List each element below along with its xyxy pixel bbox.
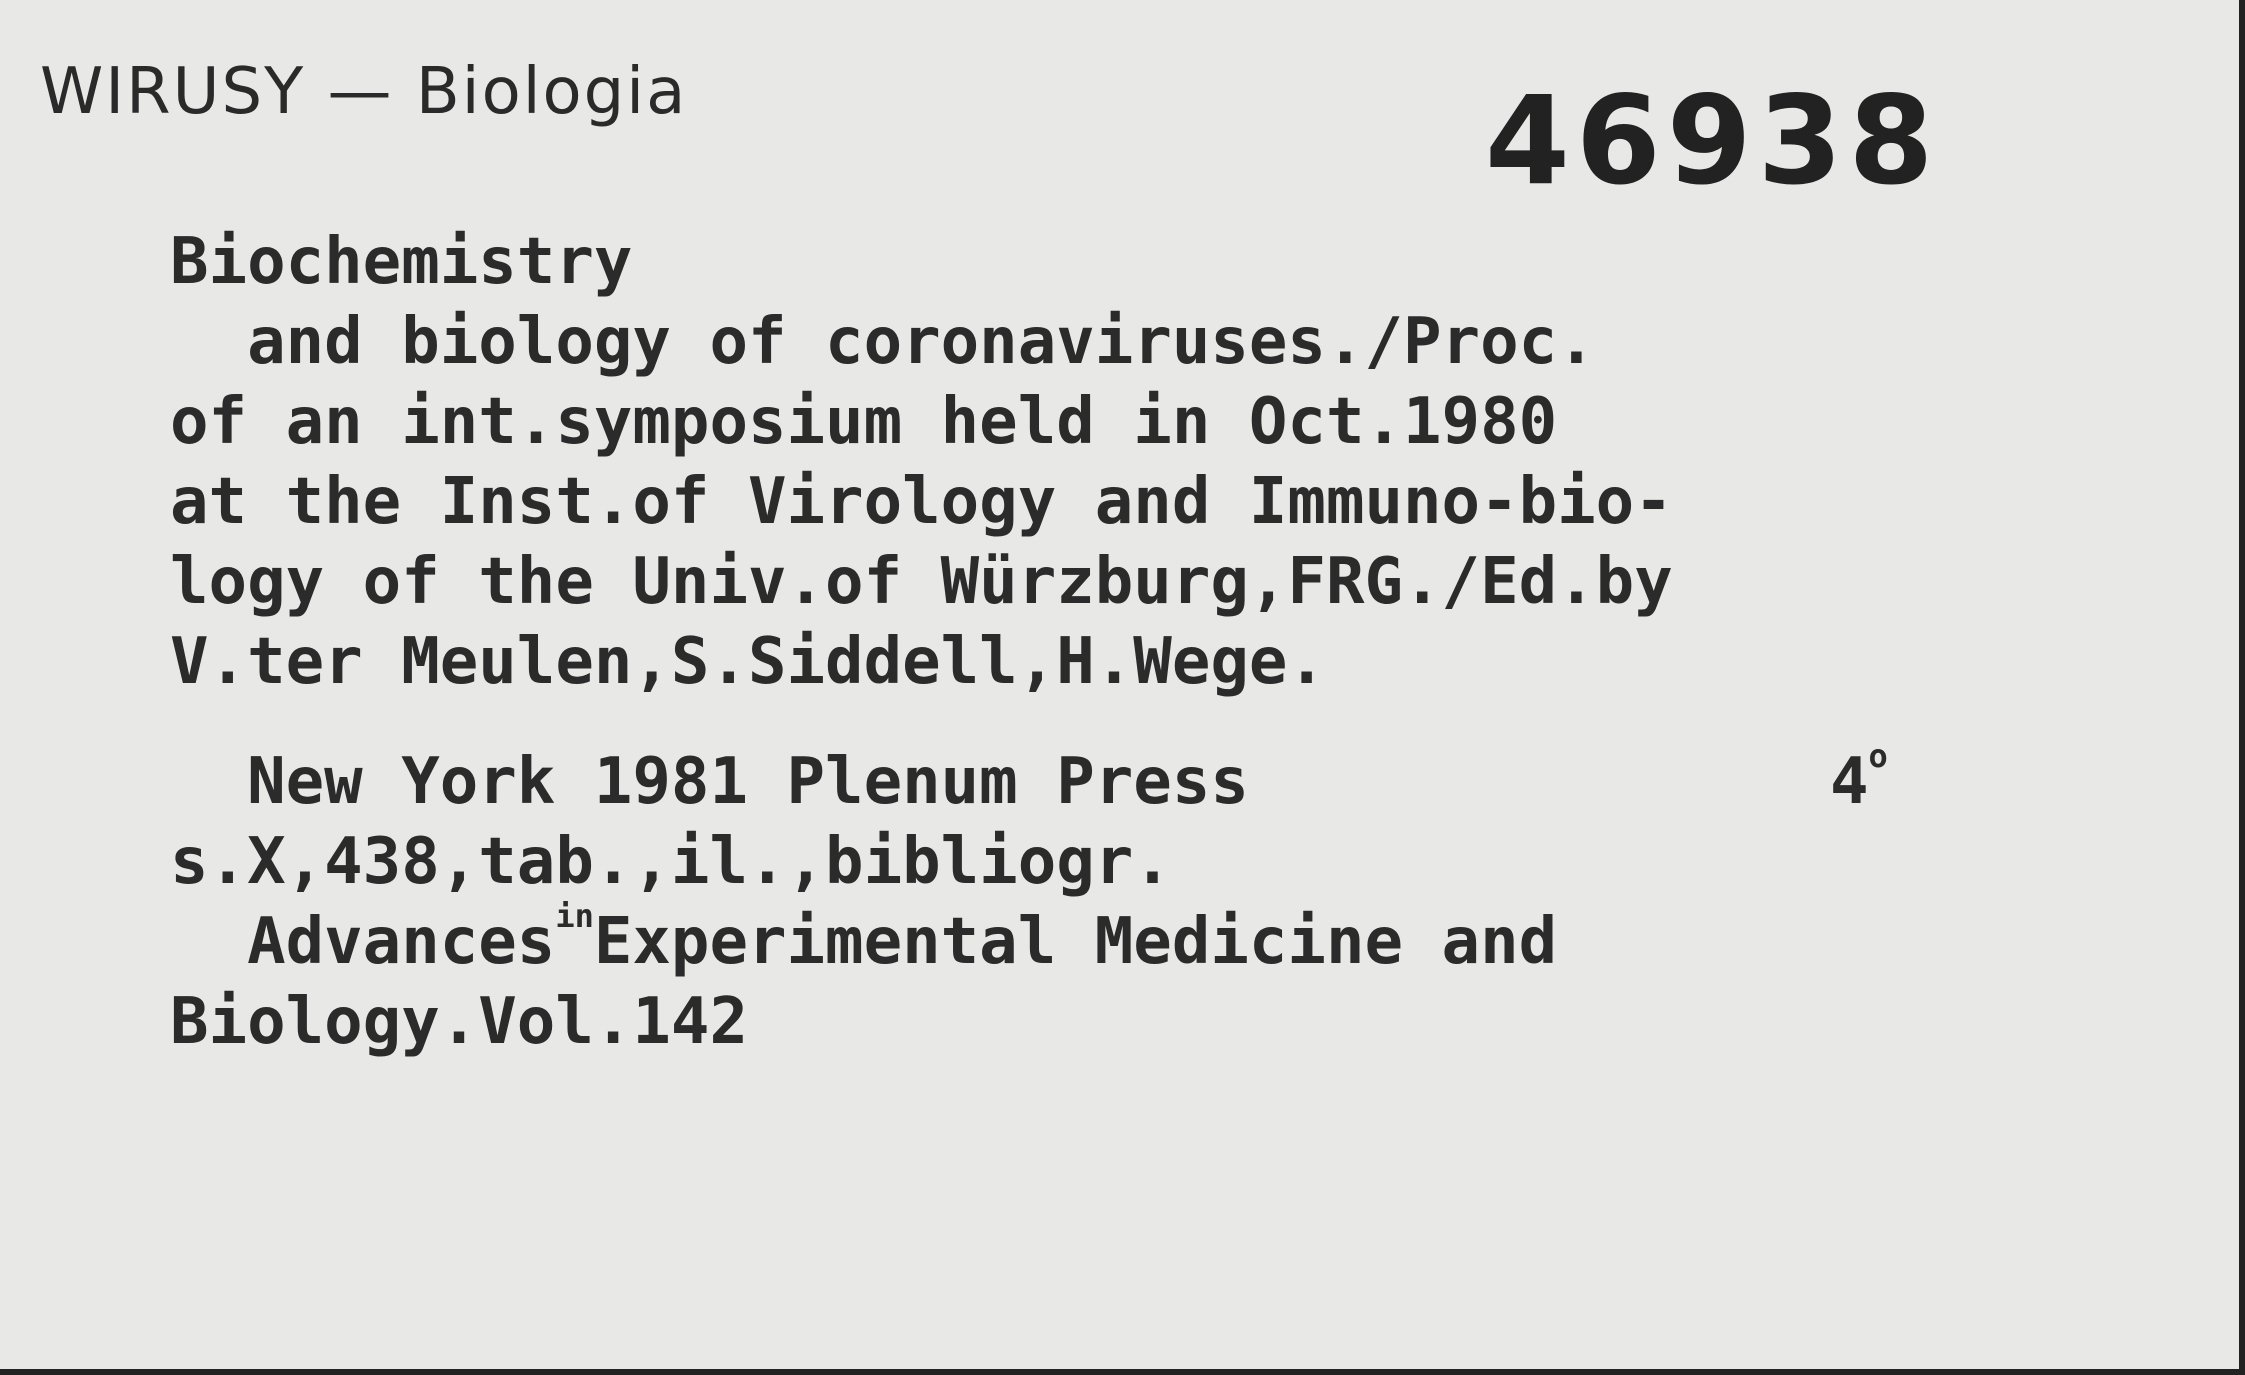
series-prefix: Advances — [170, 905, 556, 979]
title-line-3: of an int.symposium held in Oct.1980 — [170, 385, 1558, 459]
series-rest: Experimental Medicine and — [593, 905, 1558, 979]
format-label — [1830, 737, 1888, 819]
collation-line: s.X,438,tab.,il.,bibliogr. — [170, 825, 1172, 899]
title-line-5: logy of the Univ.of Würzburg,FRG./Ed.by — [170, 545, 1673, 619]
call-number: 46938 — [1485, 70, 1940, 212]
series-line-2: Biology.Vol.142 — [170, 985, 748, 1059]
title-line-2: and biology of coronaviruses./Proc. — [170, 305, 1596, 379]
subject-heading: WIRUSY — Biologia — [40, 55, 688, 129]
series-line-1 — [170, 897, 1558, 979]
title-line-4: at the Inst.of Virology and Immuno-bio- — [170, 465, 1673, 539]
title-line-1: Biochemistry — [170, 225, 633, 299]
format-superscript: o — [1868, 737, 1888, 775]
title-line-6: V.ter Meulen,S.Siddell,H.Wege. — [170, 625, 1326, 699]
format-size: 4 — [1830, 745, 1869, 819]
imprint-line: New York 1981 Plenum Press — [170, 745, 1249, 819]
series-insert: in — [555, 897, 594, 935]
